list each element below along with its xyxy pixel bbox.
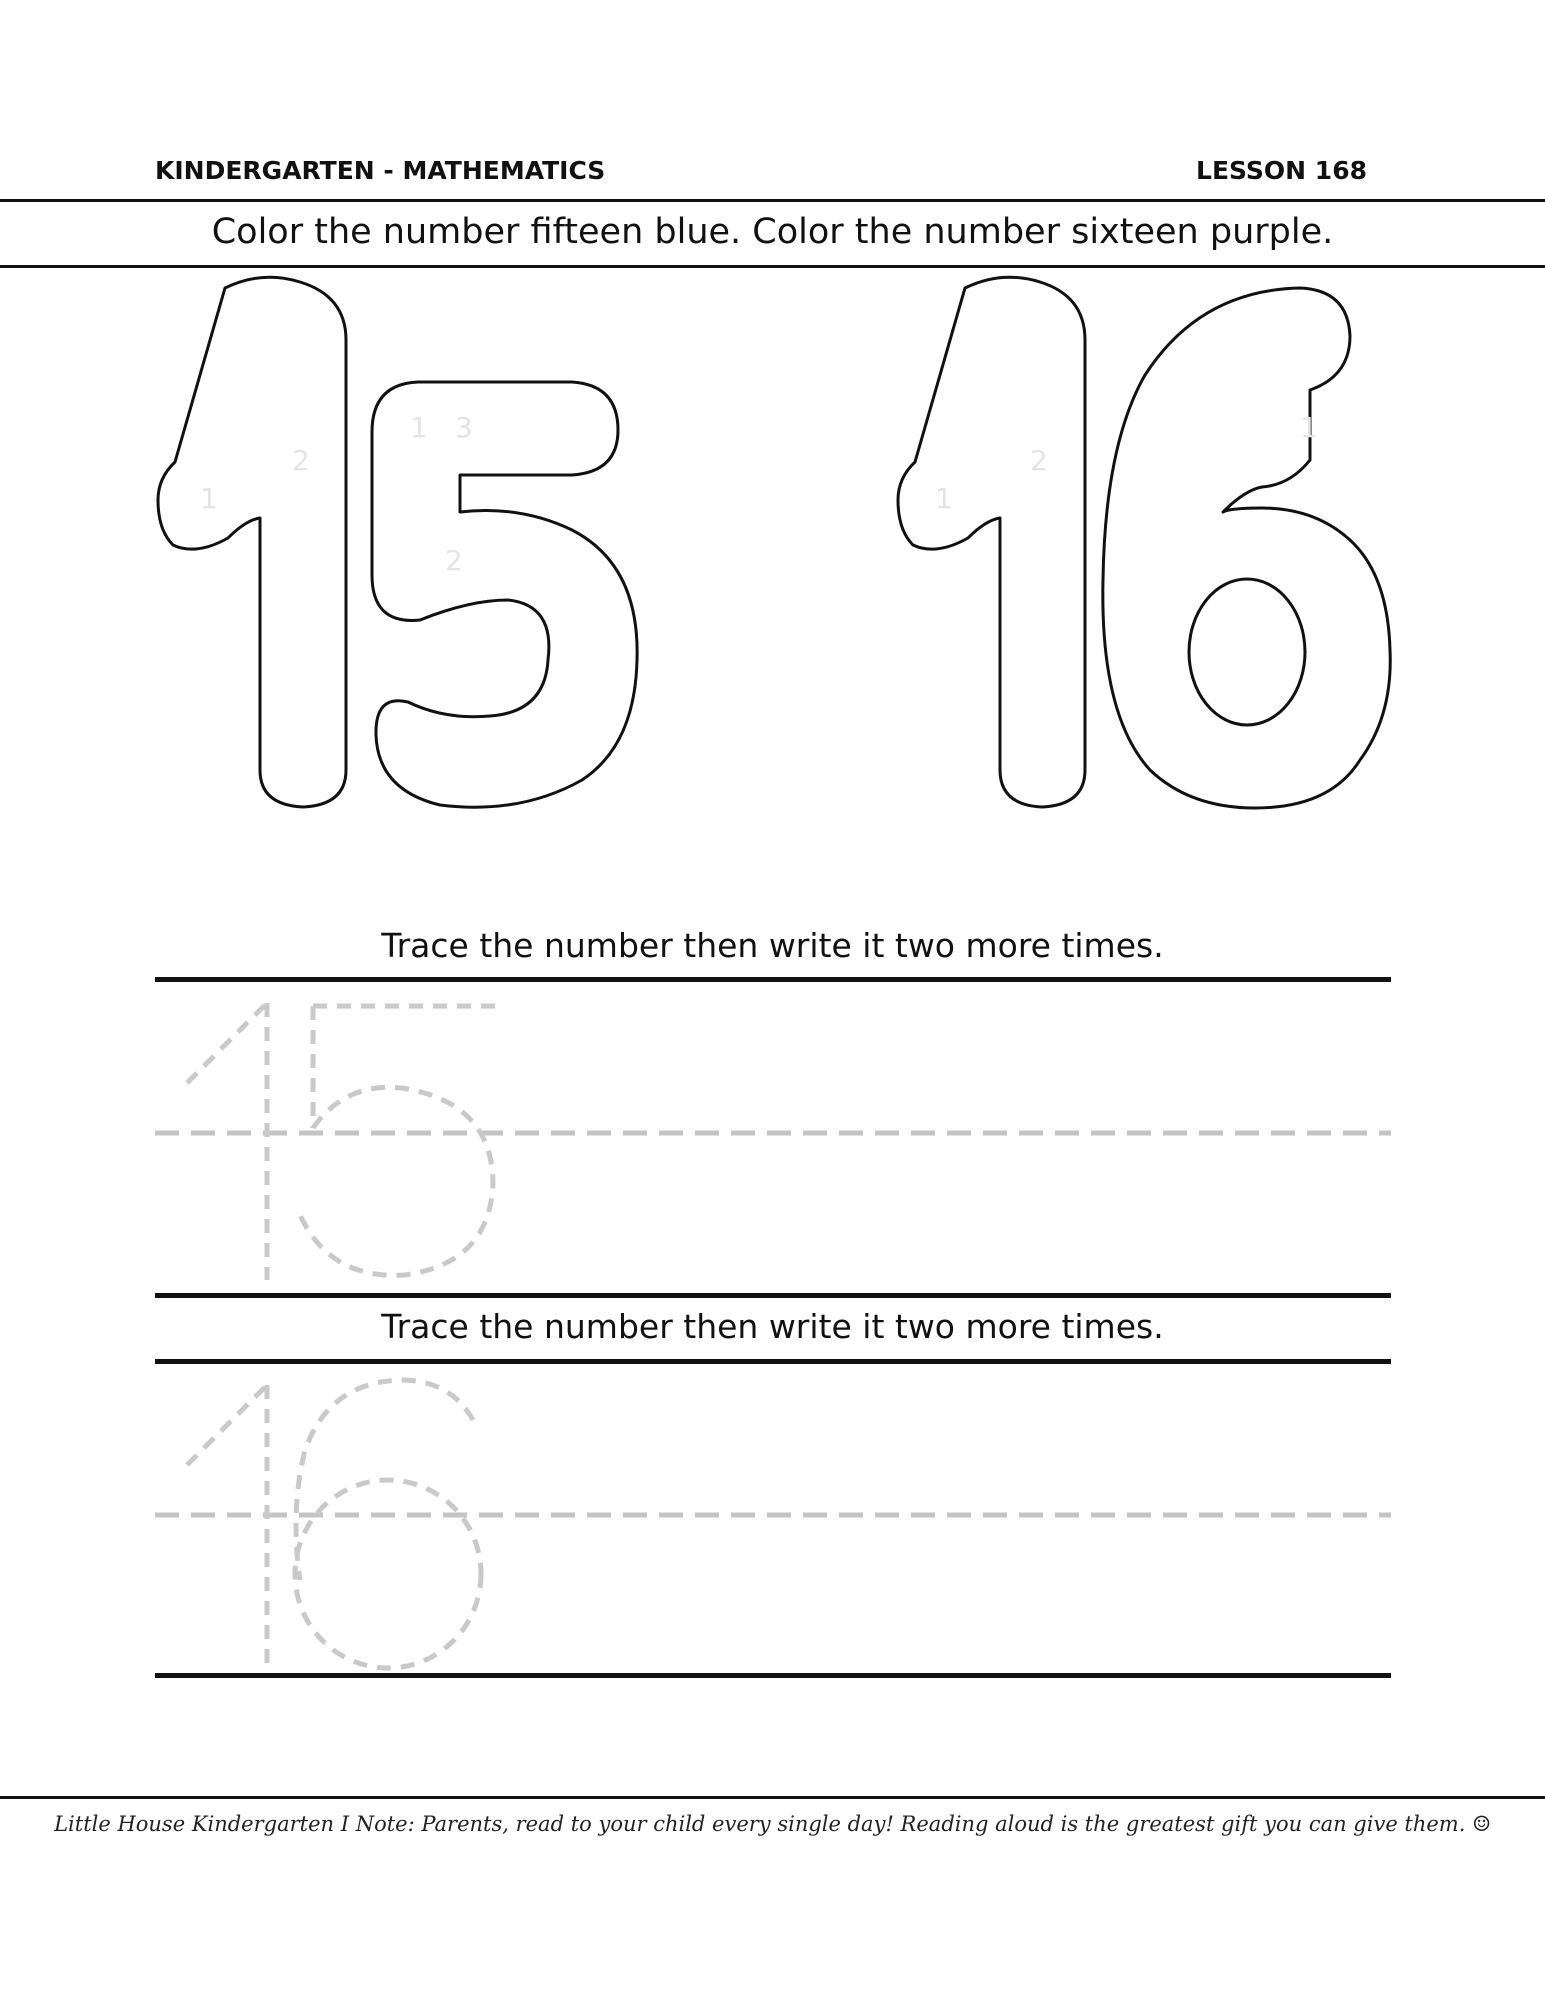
stroke-hint: 2 xyxy=(445,544,463,577)
worksheet-subject: KINDERGARTEN - MATHEMATICS xyxy=(155,156,606,185)
stroke-hint: 2 xyxy=(1030,444,1048,477)
color-instruction: Color the number fifteen blue. Color the number sixteen purple. xyxy=(211,212,1334,252)
stroke-hint: 1 xyxy=(200,482,218,515)
stroke-hint: 3 xyxy=(455,411,473,444)
stroke-hint: 1 xyxy=(935,482,953,515)
stroke-hint: 2 xyxy=(292,444,310,477)
footer-rule xyxy=(0,1796,1545,1799)
dotted-number-16 xyxy=(187,1380,481,1668)
stroke-hint: 1 xyxy=(410,411,428,444)
trace-instruction-16: Trace the number then write it two more times. xyxy=(381,1307,1164,1346)
dotted-number-15 xyxy=(187,1003,495,1280)
lesson-number: LESSON 168 xyxy=(1196,156,1367,185)
trace-instruction-15: Trace the number then write it two more times. xyxy=(381,926,1164,965)
footer-note: Little House Kindergarten I Note: Parents, read to your child every single day! Reading aloud is the greatest gift you can give them. ☺ xyxy=(54,1812,1491,1836)
stroke-hint: 1 xyxy=(1300,411,1318,444)
